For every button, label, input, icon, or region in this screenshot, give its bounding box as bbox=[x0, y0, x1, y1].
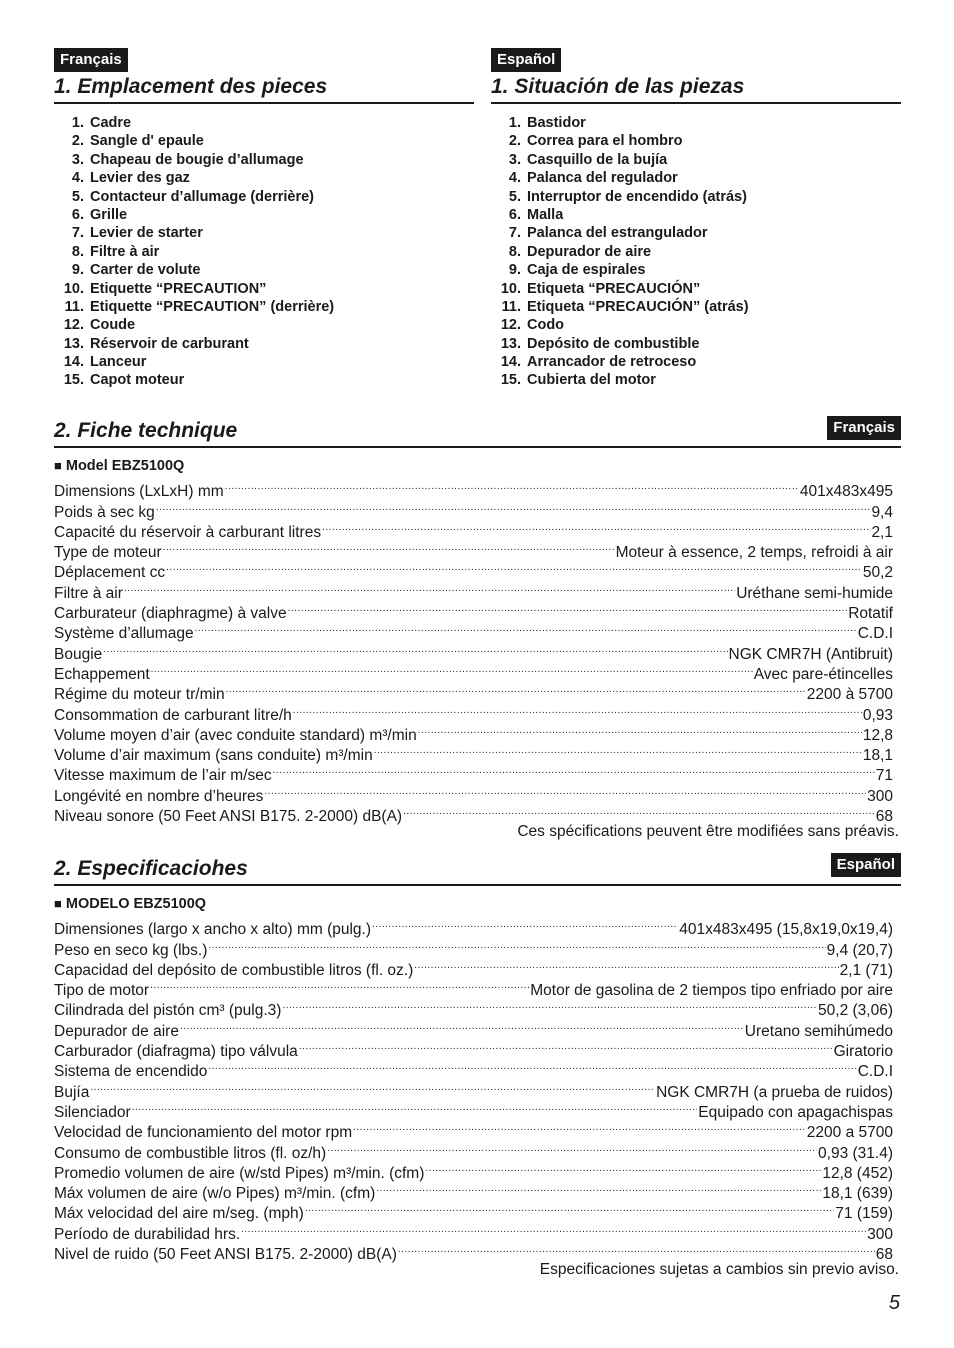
spec-value: Avec pare-étincelles bbox=[753, 665, 893, 683]
list-item bbox=[54, 335, 474, 353]
list-item-number: 15. bbox=[63, 372, 84, 389]
spec-row bbox=[54, 1117, 893, 1142]
spec-label: Poids à sec kg bbox=[54, 503, 155, 521]
spec-label: Volume d’air maximum (sans conduite) m³/min bbox=[54, 747, 373, 765]
spec-row bbox=[54, 557, 893, 582]
dot-leader bbox=[282, 995, 817, 1015]
spec-value: 9,4 bbox=[871, 503, 893, 521]
dot-leader bbox=[124, 577, 735, 597]
list-item bbox=[54, 371, 474, 389]
language-badge-french-specs: Français bbox=[827, 416, 901, 440]
list-item bbox=[54, 316, 474, 334]
spec-value: 0,93 bbox=[862, 706, 893, 724]
list-item bbox=[54, 280, 474, 298]
list-item-label: Correa para el hombro bbox=[527, 133, 683, 150]
list-item-label: Palanca del regulador bbox=[527, 170, 678, 187]
language-badge-french: Français bbox=[54, 48, 128, 72]
list-item-label: Codo bbox=[527, 317, 565, 334]
dot-leader bbox=[241, 1218, 866, 1238]
dot-leader bbox=[273, 760, 875, 780]
list-item-number: 6. bbox=[71, 206, 84, 223]
list-item-number: 7. bbox=[508, 225, 521, 242]
parts-title-spanish: 1. Situación de las piezas bbox=[491, 74, 901, 104]
dot-leader bbox=[90, 1076, 655, 1096]
list-item-number: 8. bbox=[71, 243, 84, 260]
list-item-number: 12. bbox=[500, 317, 521, 334]
parts-title-french: 1. Emplacement des pieces bbox=[54, 74, 474, 104]
spec-table-french bbox=[54, 476, 893, 826]
spec-label: Depurador de aire bbox=[54, 1022, 179, 1040]
spec-row bbox=[54, 476, 893, 501]
spec-label: Sistema de encendido bbox=[54, 1063, 208, 1081]
list-item-number: 11. bbox=[501, 298, 521, 315]
list-item bbox=[491, 353, 901, 371]
list-item bbox=[491, 224, 901, 242]
list-item bbox=[491, 371, 901, 389]
list-item bbox=[54, 151, 474, 169]
spec-title-french: 2. Fiche technique bbox=[54, 418, 901, 448]
spec-row bbox=[54, 496, 893, 521]
dot-leader bbox=[226, 679, 806, 699]
dot-leader bbox=[103, 638, 727, 658]
dot-leader bbox=[195, 618, 857, 638]
spec-value: Equipado con apagachispas bbox=[698, 1103, 893, 1121]
list-item bbox=[491, 316, 901, 334]
dot-leader bbox=[288, 598, 848, 618]
spec-value: 71 (159) bbox=[835, 1205, 893, 1223]
spec-value: 2200 à 5700 bbox=[806, 686, 893, 704]
spec-label: Volume moyen d’air (avec conduite standard) m³/min bbox=[54, 726, 417, 744]
list-item-label: Depósito de combustible bbox=[527, 335, 700, 352]
model-label: MODELO EBZ5100Q bbox=[65, 896, 207, 912]
spec-value: 300 bbox=[867, 1225, 893, 1243]
language-badge-spanish: Español bbox=[491, 48, 561, 72]
dot-leader bbox=[322, 517, 870, 537]
list-item-number: 2. bbox=[71, 133, 84, 150]
spec-label: Velocidad de funcionamiento del motor rpm bbox=[54, 1124, 353, 1142]
list-item-label: Caja de espirales bbox=[527, 262, 646, 279]
list-item-number: 4. bbox=[71, 170, 84, 187]
spec-value: 401x483x495 bbox=[799, 483, 893, 501]
list-item bbox=[491, 335, 901, 353]
spec-row bbox=[54, 638, 893, 663]
spec-value: Uretano semihúmedo bbox=[744, 1022, 893, 1040]
list-item-number: 11. bbox=[64, 298, 84, 315]
spec-value: 71 bbox=[875, 767, 893, 785]
spec-row bbox=[54, 1076, 893, 1101]
spec-label: Régime du moteur tr/min bbox=[54, 686, 225, 704]
list-item-number: 2. bbox=[508, 133, 521, 150]
dot-leader bbox=[327, 1137, 817, 1157]
list-item-label: Levier des gaz bbox=[90, 170, 190, 187]
list-item-number: 14. bbox=[500, 354, 521, 371]
list-item bbox=[54, 298, 474, 316]
list-item-label: Etiquette “PRECAUTION” (derrière) bbox=[90, 298, 335, 315]
spec-row bbox=[54, 577, 893, 602]
list-item-number: 14. bbox=[63, 354, 84, 371]
list-item-number: 9. bbox=[508, 262, 521, 279]
list-item bbox=[54, 114, 474, 132]
page-number: 5 bbox=[888, 1292, 900, 1314]
list-item bbox=[54, 169, 474, 187]
list-item-number: 7. bbox=[71, 225, 84, 242]
dot-leader bbox=[398, 1239, 875, 1259]
list-item-label: Malla bbox=[527, 206, 564, 223]
spec-label: Nivel de ruido (50 Feet ANSI B175. 2-2000) dB(A) bbox=[54, 1246, 397, 1264]
spec-value: 2,1 bbox=[871, 523, 893, 541]
list-item bbox=[491, 280, 901, 298]
list-item bbox=[491, 188, 901, 206]
spec-row bbox=[54, 995, 893, 1020]
list-item-label: Palanca del estrangulador bbox=[527, 225, 708, 242]
spec-label: Tipo de motor bbox=[54, 982, 150, 1000]
dot-leader bbox=[418, 720, 862, 740]
spec-label: Consommation de carburant litre/h bbox=[54, 706, 292, 724]
list-item-number: 5. bbox=[71, 188, 84, 205]
spec-value: 0,93 (31.4) bbox=[818, 1144, 893, 1162]
list-item-number: 15. bbox=[500, 372, 521, 389]
language-badge-spanish-specs: Español bbox=[831, 853, 901, 877]
dot-leader bbox=[151, 659, 753, 679]
list-item-label: Casquillo de la bujía bbox=[527, 151, 668, 168]
spec-value: 18,1 bbox=[862, 747, 893, 765]
spec-label: Peso en seco kg (lbs.) bbox=[54, 941, 208, 959]
spec-value: 68 bbox=[875, 1246, 893, 1264]
list-item bbox=[54, 188, 474, 206]
list-item-label: Sangle d' epaule bbox=[90, 133, 204, 150]
list-item-label: Etiquette “PRECAUTION” bbox=[90, 280, 267, 297]
list-item-label: Contacteur d’allumage (derrière) bbox=[90, 188, 314, 205]
square-bullet-icon: ■ bbox=[54, 896, 62, 911]
list-item-label: Depurador de aire bbox=[527, 243, 652, 260]
list-item-label: Réservoir de carburant bbox=[90, 335, 249, 352]
list-item-label: Arrancador de retroceso bbox=[527, 354, 697, 371]
spec-row bbox=[54, 517, 893, 541]
spec-label: Máx velocidad del aire m/seg. (mph) bbox=[54, 1205, 304, 1223]
dot-leader bbox=[403, 801, 875, 821]
list-item bbox=[491, 206, 901, 224]
model-heading-french bbox=[54, 457, 184, 475]
list-item-label: Bastidor bbox=[527, 115, 586, 131]
list-item-number: 3. bbox=[71, 151, 84, 168]
model-label: Model EBZ5100Q bbox=[65, 458, 185, 474]
dot-leader bbox=[305, 1198, 834, 1218]
list-item-label: Cadre bbox=[90, 115, 132, 131]
spec-row bbox=[54, 679, 893, 704]
list-item-number: 8. bbox=[508, 243, 521, 260]
spec-value: Rotatif bbox=[848, 605, 893, 623]
spec-value: 2200 a 5700 bbox=[806, 1124, 893, 1142]
spec-label: Cilindrada del pistón cm³ (pulg.3) bbox=[54, 1002, 282, 1020]
list-item-label: Coude bbox=[90, 317, 136, 334]
list-item-number: 5. bbox=[508, 188, 521, 205]
spec-value: NGK CMR7H (a prueba de ruidos) bbox=[656, 1083, 893, 1101]
list-item-number: 10. bbox=[500, 280, 521, 297]
spec-value: 9,4 (20,7) bbox=[826, 941, 893, 959]
parts-list-spanish bbox=[491, 114, 901, 390]
spec-value: 2,1 (71) bbox=[839, 961, 893, 979]
list-item-number: 4. bbox=[508, 170, 521, 187]
spec-label: Período de durabilidad hrs. bbox=[54, 1225, 241, 1243]
spec-value: 50,2 (3,06) bbox=[818, 1002, 893, 1020]
spec-label: Carburateur (diaphragme) à valve bbox=[54, 605, 287, 623]
spec-value: 18,1 (639) bbox=[822, 1185, 893, 1203]
spec-row bbox=[54, 975, 893, 1000]
spec-label: Silenciador bbox=[54, 1103, 131, 1121]
spec-label: Capacidad del depósito de combustible litros (fl. oz.) bbox=[54, 961, 414, 979]
spec-label: Capacité du réservoir à carburant litres bbox=[54, 523, 322, 541]
spec-note-spanish: Especificaciones sujetas a cambios sin previo aviso. bbox=[539, 1261, 899, 1278]
spec-label: Dimensions (LxLxH) mm bbox=[54, 483, 224, 501]
list-item bbox=[491, 114, 901, 132]
list-item-number: 1. bbox=[508, 115, 521, 131]
spec-label: Vitesse maximum de l’air m/sec bbox=[54, 767, 272, 785]
spec-value: 12,8 (452) bbox=[822, 1164, 893, 1182]
dot-leader bbox=[264, 780, 866, 800]
spec-value: NGK CMR7H (Antibruit) bbox=[728, 645, 893, 663]
spec-row bbox=[54, 1015, 893, 1040]
dot-leader bbox=[180, 1015, 744, 1035]
spec-label: Longévité en nombre d’heures bbox=[54, 787, 264, 805]
list-item bbox=[491, 169, 901, 187]
spec-label: Type de moteur bbox=[54, 544, 162, 562]
spec-label: Niveau sonore (50 Feet ANSI B175. 2-2000) dB(A) bbox=[54, 808, 403, 826]
list-item-number: 6. bbox=[508, 206, 521, 223]
dot-leader bbox=[163, 537, 615, 557]
list-item bbox=[491, 151, 901, 169]
spec-row bbox=[54, 537, 893, 562]
spec-label: Bougie bbox=[54, 645, 103, 663]
list-item-number: 1. bbox=[71, 115, 84, 131]
list-item bbox=[54, 224, 474, 242]
list-item bbox=[491, 261, 901, 279]
dot-leader bbox=[374, 740, 862, 760]
model-heading-spanish bbox=[54, 895, 206, 913]
list-item bbox=[54, 353, 474, 371]
spec-row bbox=[54, 598, 893, 623]
dot-leader bbox=[156, 496, 871, 516]
dot-leader bbox=[425, 1158, 821, 1178]
spec-label: Máx volumen de aire (w/o Pipes) m³/min. (cfm) bbox=[54, 1185, 376, 1203]
spec-label: Carburador (diafragma) tipo válvula bbox=[54, 1043, 298, 1061]
list-item-number: 3. bbox=[508, 151, 521, 168]
list-item bbox=[491, 243, 901, 261]
dot-leader bbox=[293, 699, 862, 719]
list-item-number: 10. bbox=[63, 280, 84, 297]
list-item-number: 9. bbox=[71, 262, 84, 279]
list-item-label: Grille bbox=[90, 206, 128, 223]
spec-title-spanish: 2. Especificaciohes bbox=[54, 856, 901, 886]
list-item-label: Etiqueta “PRECAUCIÓN” (atrás) bbox=[527, 298, 749, 315]
spec-label: Echappement bbox=[54, 665, 150, 683]
list-item-label: Lanceur bbox=[90, 354, 147, 371]
dot-leader bbox=[376, 1178, 821, 1198]
list-item bbox=[54, 243, 474, 261]
square-bullet-icon: ■ bbox=[54, 458, 62, 473]
spec-value: C.D.I bbox=[857, 625, 893, 643]
spec-value: 50,2 bbox=[862, 564, 893, 582]
spec-value: 68 bbox=[875, 808, 893, 826]
spec-value: Motor de gasolina de 2 tiempos tipo enfriado por aire bbox=[530, 982, 893, 1000]
spec-label: Bujía bbox=[54, 1083, 90, 1101]
list-item bbox=[54, 132, 474, 150]
spec-label: Filtre à air bbox=[54, 584, 123, 602]
list-item-label: Capot moteur bbox=[90, 372, 185, 389]
list-item-label: Levier de starter bbox=[90, 225, 203, 242]
dot-leader bbox=[150, 975, 529, 995]
dot-leader bbox=[414, 955, 838, 975]
spec-value: 12,8 bbox=[862, 726, 893, 744]
spec-label: Promedio volumen de aire (w/std Pipes) m³/min. (cfm) bbox=[54, 1164, 425, 1182]
dot-leader bbox=[225, 476, 799, 496]
list-item-label: Chapeau de bougie d’allumage bbox=[90, 151, 304, 168]
list-item-label: Filtre à air bbox=[90, 243, 160, 260]
spec-value: Giratorio bbox=[833, 1043, 893, 1061]
list-item-label: Cubierta del motor bbox=[527, 372, 656, 389]
spec-table-spanish bbox=[54, 914, 893, 1264]
spec-value: Uréthane semi-humide bbox=[736, 584, 893, 602]
list-item-number: 12. bbox=[63, 317, 84, 334]
spec-note-french: Ces spécifications peuvent être modifiées sans préavis. bbox=[517, 823, 899, 840]
dot-leader bbox=[166, 557, 862, 577]
spec-label: Dimensiones (largo x ancho x alto) mm (pulg.) bbox=[54, 921, 372, 939]
spec-value: 401x483x495 (15,8x19,0x19,4) bbox=[679, 921, 893, 939]
dot-leader bbox=[208, 1056, 856, 1076]
spec-label: Système d’allumage bbox=[54, 625, 194, 643]
list-item-label: Interruptor de encendido (atrás) bbox=[527, 188, 747, 205]
dot-leader bbox=[208, 934, 825, 954]
spec-label: Déplacement cc bbox=[54, 564, 166, 582]
list-item-number: 13. bbox=[63, 335, 84, 352]
dot-leader bbox=[132, 1097, 698, 1117]
list-item bbox=[54, 261, 474, 279]
parts-list-french bbox=[54, 114, 474, 390]
list-item bbox=[491, 132, 901, 150]
spec-value: Moteur à essence, 2 temps, refroidi à air bbox=[615, 544, 893, 562]
list-item-number: 13. bbox=[500, 335, 521, 352]
spec-value: 300 bbox=[867, 787, 893, 805]
list-item bbox=[491, 298, 901, 316]
dot-leader bbox=[353, 1117, 806, 1137]
list-item-label: Carter de volute bbox=[90, 262, 201, 279]
dot-leader bbox=[299, 1036, 833, 1056]
list-item bbox=[54, 206, 474, 224]
spec-row bbox=[54, 1036, 893, 1061]
dot-leader bbox=[372, 914, 678, 934]
spec-value: C.D.I bbox=[857, 1063, 893, 1081]
spec-label: Consumo de combustible litros (fl. oz/h) bbox=[54, 1144, 327, 1162]
spec-row bbox=[54, 914, 893, 939]
list-item-label: Etiqueta “PRECAUCIÓN” bbox=[527, 280, 701, 297]
